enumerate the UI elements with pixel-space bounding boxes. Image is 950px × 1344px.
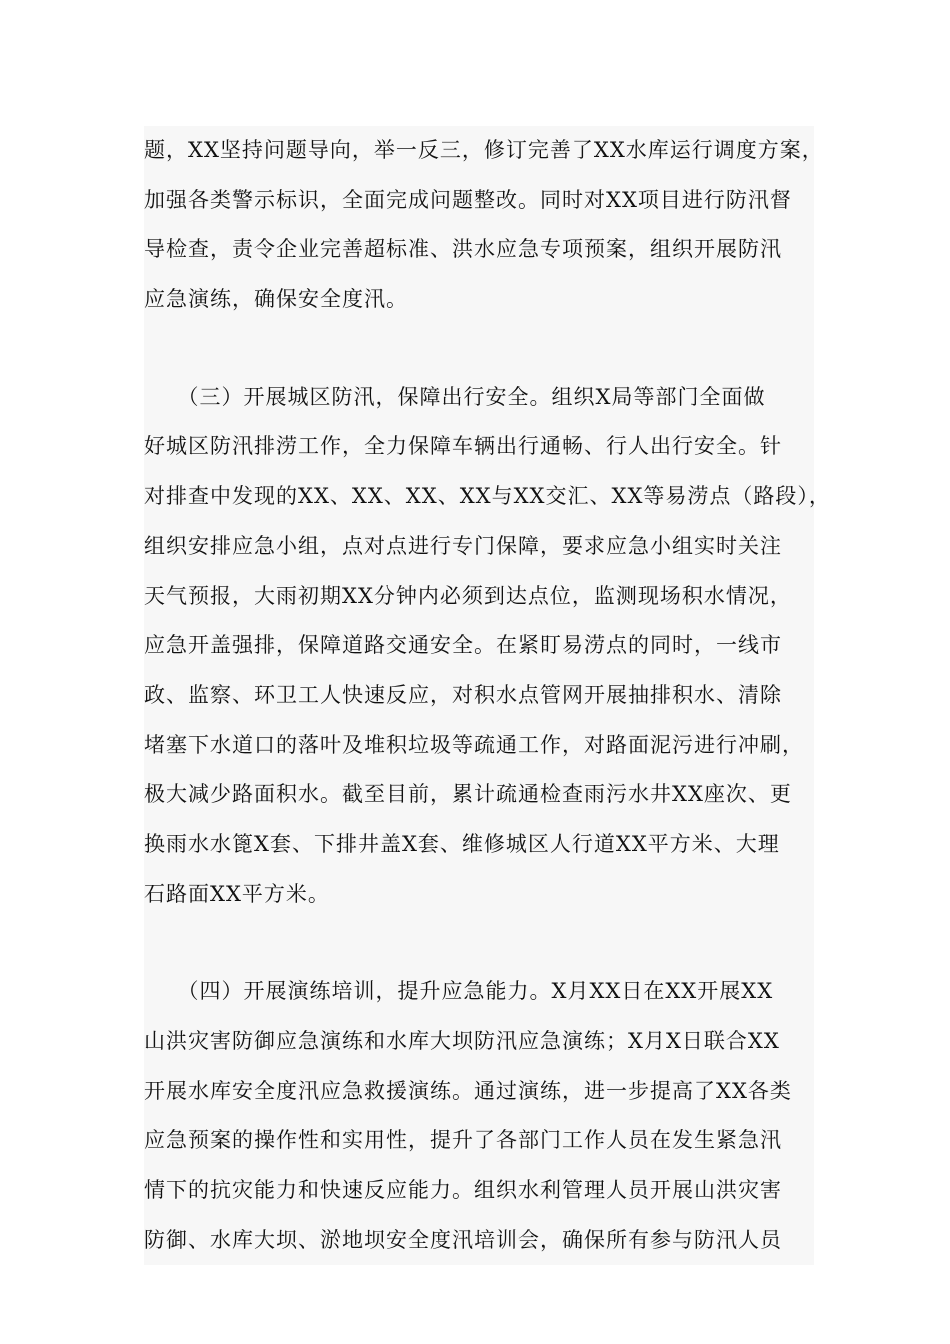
text-line: 堵塞下水道口的落叶及堆积垃圾等疏通工作，对路面泥污进行冲刷，: [144, 732, 804, 757]
text-line: 防御、水库大坝、淤地坝安全度汛培训会，确保所有参与防汛人员: [144, 1227, 782, 1252]
text-line: （三）开展城区防汛，保障出行安全。组织X局等部门全面做: [144, 384, 766, 409]
text-line: 应急预案的操作性和实用性，提升了各部门工作人员在发生紧急汛: [144, 1128, 782, 1153]
text-line: 政、监察、环卫工人快速反应，对积水点管网开展抽排积水、清除: [144, 682, 782, 707]
paragraph-spacer: [144, 325, 814, 373]
text-line: 山洪灾害防御应急演练和水库大坝防汛应急演练；X月X日联合XX: [144, 1029, 780, 1053]
text-line: 极大减少路面积水。截至目前，累计疏通检查雨污水井XX座次、更: [144, 782, 792, 807]
text-line: 换雨水水篦X套、下排井盖X套、维修城区人行道XX平方米、大理: [144, 831, 780, 856]
text-line: 好城区防汛排涝工作，全力保障车辆出行通畅、行人出行安全。针: [144, 434, 782, 459]
text-line: 天气预报，大雨初期XX分钟内必须到达点位，监测现场积水情况，: [144, 583, 792, 608]
paragraph-spacer: [144, 919, 814, 967]
paragraph-urban-flood-control: [144, 373, 831, 920]
paragraph-inspection-rectification: [144, 126, 824, 325]
text-line: 情下的抗灾能力和快速反应能力。组织水利管理人员开展山洪灾害: [144, 1178, 782, 1203]
text-line: 组织安排应急小组，点对点进行专门保障，要求应急小组实时关注: [144, 533, 782, 558]
text-line: 题，XX坚持问题导向，举一反三，修订完善了XX水库运行调度方案，: [144, 138, 824, 162]
text-line: 对排查中发现的XX、XX、XX、XX与XX交汇、XX等易涝点（路段），: [144, 484, 831, 509]
text-line: 导检查，责令企业完善超标准、洪水应急专项预案，组织开展防汛: [144, 237, 782, 262]
text-line: 应急开盖强排，保障道路交通安全。在紧盯易涝点的同时，一线市: [144, 633, 782, 658]
document-body: [144, 126, 831, 1265]
text-line: 加强各类警示标识，全面完成问题整改。同时对XX项目进行防汛督: [144, 187, 792, 212]
text-line: 开展水库安全度汛应急救援演练。通过演练，进一步提高了XX各类: [144, 1078, 792, 1103]
text-line: 石路面XX平方米。: [144, 881, 330, 906]
paragraph-drills-training: [144, 967, 814, 1265]
text-line: 应急演练，确保安全度汛。: [144, 287, 408, 312]
text-line: （四）开展演练培训，提升应急能力。X月XX日在XX开展XX: [144, 979, 774, 1004]
